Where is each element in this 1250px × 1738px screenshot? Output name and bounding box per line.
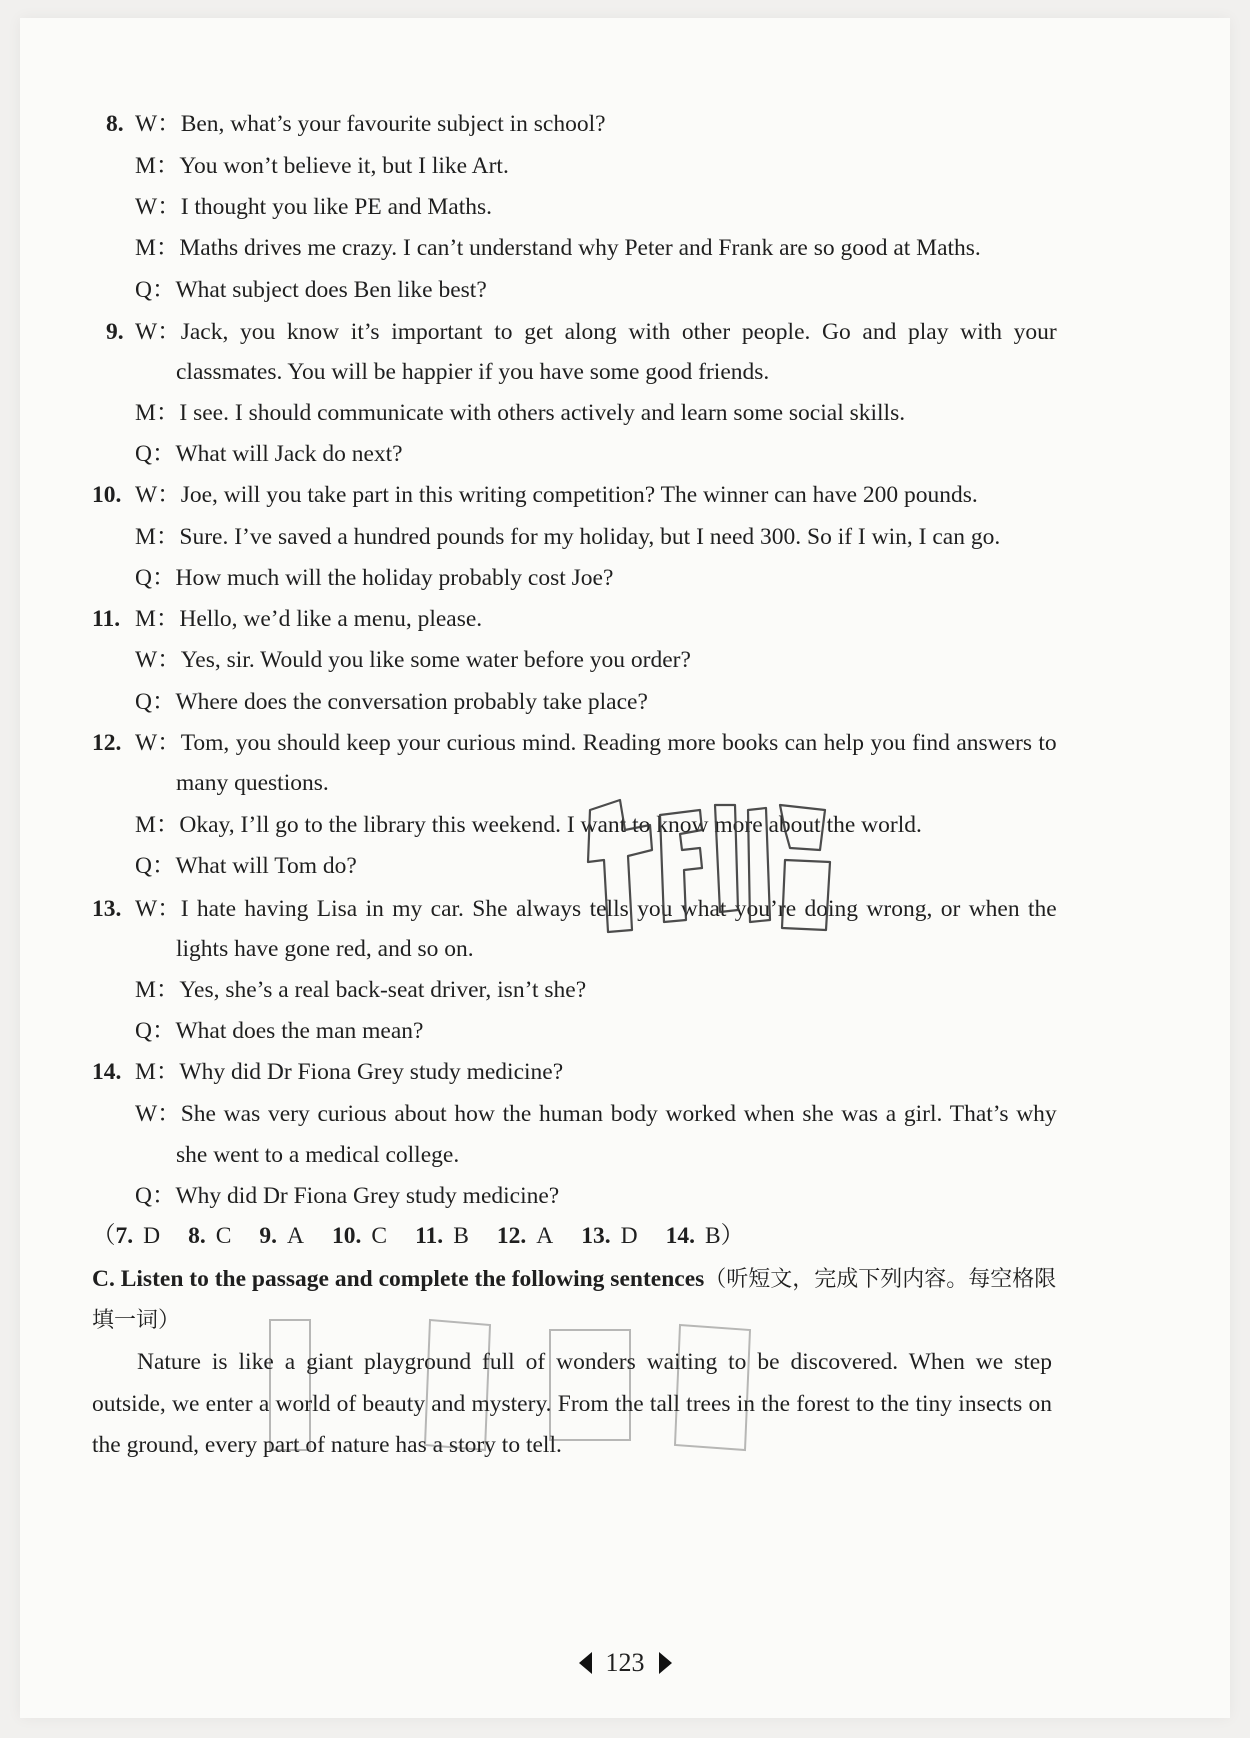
speaker-label: M：: [135, 153, 180, 179]
answer-letter: D: [620, 1223, 638, 1249]
speaker-label: Q：: [135, 565, 176, 591]
dialogue-text: What does the man mean?: [175, 1018, 424, 1044]
dialogue-line: [135, 523, 1000, 551]
answer-number: 10.: [332, 1223, 362, 1249]
dialogue-text-continued: she went to a medical college.: [176, 1142, 460, 1168]
answer-number: 14.: [665, 1223, 695, 1249]
speaker-label: M：: [135, 235, 180, 261]
question-number: 14.: [92, 1059, 122, 1085]
passage-line-1: Nature is like a giant playground full of wonders waiting to be discovered. When we step: [137, 1349, 1052, 1375]
speaker-label: Q：: [135, 1018, 176, 1044]
dialogue-text: Sure. I’ve saved a hundred pounds for my holiday, but I need 300. So if I win, I can go.: [179, 524, 1001, 550]
dialogue-text: Ben, what’s your favourite subject in school?: [180, 111, 606, 137]
dialogue-text: Where does the conversation probably take place?: [175, 689, 648, 715]
dialogue-line: [92, 481, 978, 509]
dialogue-line: [135, 811, 922, 839]
speaker-label: W：: [135, 896, 181, 922]
dialogue-line: [135, 852, 357, 880]
dialogue-line: [92, 605, 482, 633]
speaker-label: W：: [135, 319, 181, 345]
speaker-label: M：: [135, 977, 180, 1003]
passage-line-3: the ground, every part of nature has a story to tell.: [92, 1432, 562, 1458]
speaker-label: Q：: [135, 277, 176, 303]
answer-paren-close: ）: [720, 1223, 745, 1249]
dialogue-text: Jack, you know it’s important to get along with other people. Go and play with your: [180, 319, 1057, 345]
speaker-label: Q：: [135, 689, 176, 715]
speaker-label: M：: [135, 606, 180, 632]
dialogue-line: [135, 688, 648, 716]
speaker-label: W：: [135, 111, 181, 137]
dialogue-text: Hello, we’d like a menu, please.: [179, 606, 483, 632]
answer-number: 9.: [259, 1223, 278, 1249]
speaker-label: W：: [135, 482, 181, 508]
answer-number: 11.: [415, 1223, 444, 1249]
speaker-label: Q：: [135, 1183, 176, 1209]
section-c-title: C. Listen to the passage and complete the following sentences: [92, 1266, 705, 1292]
dialogue-text: Yes, sir. Would you like some water before you order?: [180, 647, 691, 673]
dialogue-line: [135, 1017, 423, 1045]
dialogue-text: Maths drives me crazy. I can’t understand why Peter and Frank are so good at Maths.: [179, 235, 981, 261]
question-number: 8.: [106, 111, 124, 137]
answer-letter: B: [704, 1223, 721, 1249]
next-page-icon[interactable]: [659, 1652, 672, 1674]
dialogue-line: [106, 110, 606, 138]
dialogue-line: [135, 440, 403, 468]
speaker-label: W：: [135, 647, 181, 673]
dialogue-line: [106, 318, 1057, 346]
section-c-heading: [92, 1265, 1152, 1294]
speaker-label: M：: [135, 524, 180, 550]
dialogue-line: [135, 152, 509, 180]
dialogue-text: How much will the holiday probably cost Joe?: [175, 565, 614, 591]
prev-page-icon[interactable]: [579, 1652, 592, 1674]
dialogue-text-continued: lights have gone red, and so on.: [176, 936, 474, 962]
question-number: 12.: [92, 730, 122, 756]
answer-letter: B: [453, 1223, 469, 1249]
speaker-label: M：: [135, 812, 180, 838]
dialogue-line: [92, 729, 1057, 757]
speaker-label: W：: [135, 194, 181, 220]
speaker-label: Q：: [135, 853, 176, 879]
speaker-label: W：: [135, 730, 181, 756]
section-c-instruction-cont: 填一词）: [92, 1308, 181, 1333]
answer-letter: A: [287, 1223, 305, 1249]
question-number: 10.: [92, 482, 122, 508]
dialogue-text: I thought you like PE and Maths.: [180, 194, 493, 220]
dialogue-text: Tom, you should keep your curious mind. Reading more books can help you find answers to: [180, 730, 1057, 756]
dialogue-text: Okay, I’ll go to the library this weekend. I want to know more about the world.: [179, 812, 922, 838]
dialogue-line: [92, 895, 1057, 923]
question-number: 11.: [92, 606, 121, 632]
answer-paren-open: （: [92, 1223, 116, 1249]
dialogue-text: You won’t believe it, but I like Art.: [179, 153, 509, 179]
dialogue-text: What will Jack do next?: [175, 441, 403, 467]
section-c-instruction: （听短文，完成下列内容。每空格限: [704, 1267, 1057, 1292]
dialogue-text: I hate having Lisa in my car. She always tells you what you’re doing wrong, or when the: [180, 896, 1057, 922]
dialogue-line: [135, 1100, 1057, 1128]
question-number: 13.: [92, 896, 122, 922]
dialogue-text: She was very curious about how the human body worked when she was a girl. That’s why: [180, 1101, 1057, 1127]
dialogue-line: [135, 1182, 559, 1210]
answer-letter: D: [143, 1223, 161, 1249]
dialogue-text: What subject does Ben like best?: [175, 277, 487, 303]
answer-letter: A: [536, 1223, 554, 1249]
dialogue-text: I see. I should communicate with others actively and learn some social skills.: [179, 400, 906, 426]
dialogue-text-continued: many questions.: [176, 770, 329, 796]
dialogue-text: What will Tom do?: [175, 853, 357, 879]
dialogue-line: [135, 976, 586, 1004]
answer-number: 8.: [188, 1223, 206, 1249]
dialogue-text: Joe, will you take part in this writing competition? The winner can have 200 pounds.: [180, 482, 978, 508]
dialogue-text: Why did Dr Fiona Grey study medicine?: [175, 1183, 560, 1209]
question-number: 9.: [106, 319, 124, 345]
dialogue-text-continued: classmates. You will be happier if you have some good friends.: [176, 359, 770, 385]
dialogue-line: [135, 646, 691, 674]
answer-number: 7.: [115, 1223, 134, 1249]
dialogue-text: Yes, she’s a real back-seat driver, isn’t she?: [179, 977, 587, 1003]
speaker-label: M：: [135, 400, 180, 426]
dialogue-line: [135, 399, 905, 427]
speaker-label: M：: [135, 1059, 180, 1085]
dialogue-line: [135, 193, 492, 221]
passage-line-2: outside, we enter a world of beauty and mystery. From the tall trees in the forest to the tiny insects on: [92, 1391, 1052, 1417]
dialogue-line: [135, 564, 613, 592]
answer-number: 13.: [581, 1223, 611, 1249]
answer-letter: C: [215, 1223, 232, 1249]
answer-letter: C: [371, 1223, 388, 1249]
dialogue-line: [92, 1058, 563, 1086]
dialogue-line: [135, 234, 981, 262]
answer-number: 12.: [496, 1223, 527, 1249]
speaker-label: W：: [135, 1101, 181, 1127]
dialogue-text: Why did Dr Fiona Grey study medicine?: [179, 1059, 564, 1085]
speaker-label: Q：: [135, 441, 176, 467]
dialogue-line: [135, 276, 487, 304]
answer-key: [92, 1222, 744, 1250]
page-footer: [0, 1648, 1250, 1678]
page-number: 123: [605, 1648, 645, 1677]
